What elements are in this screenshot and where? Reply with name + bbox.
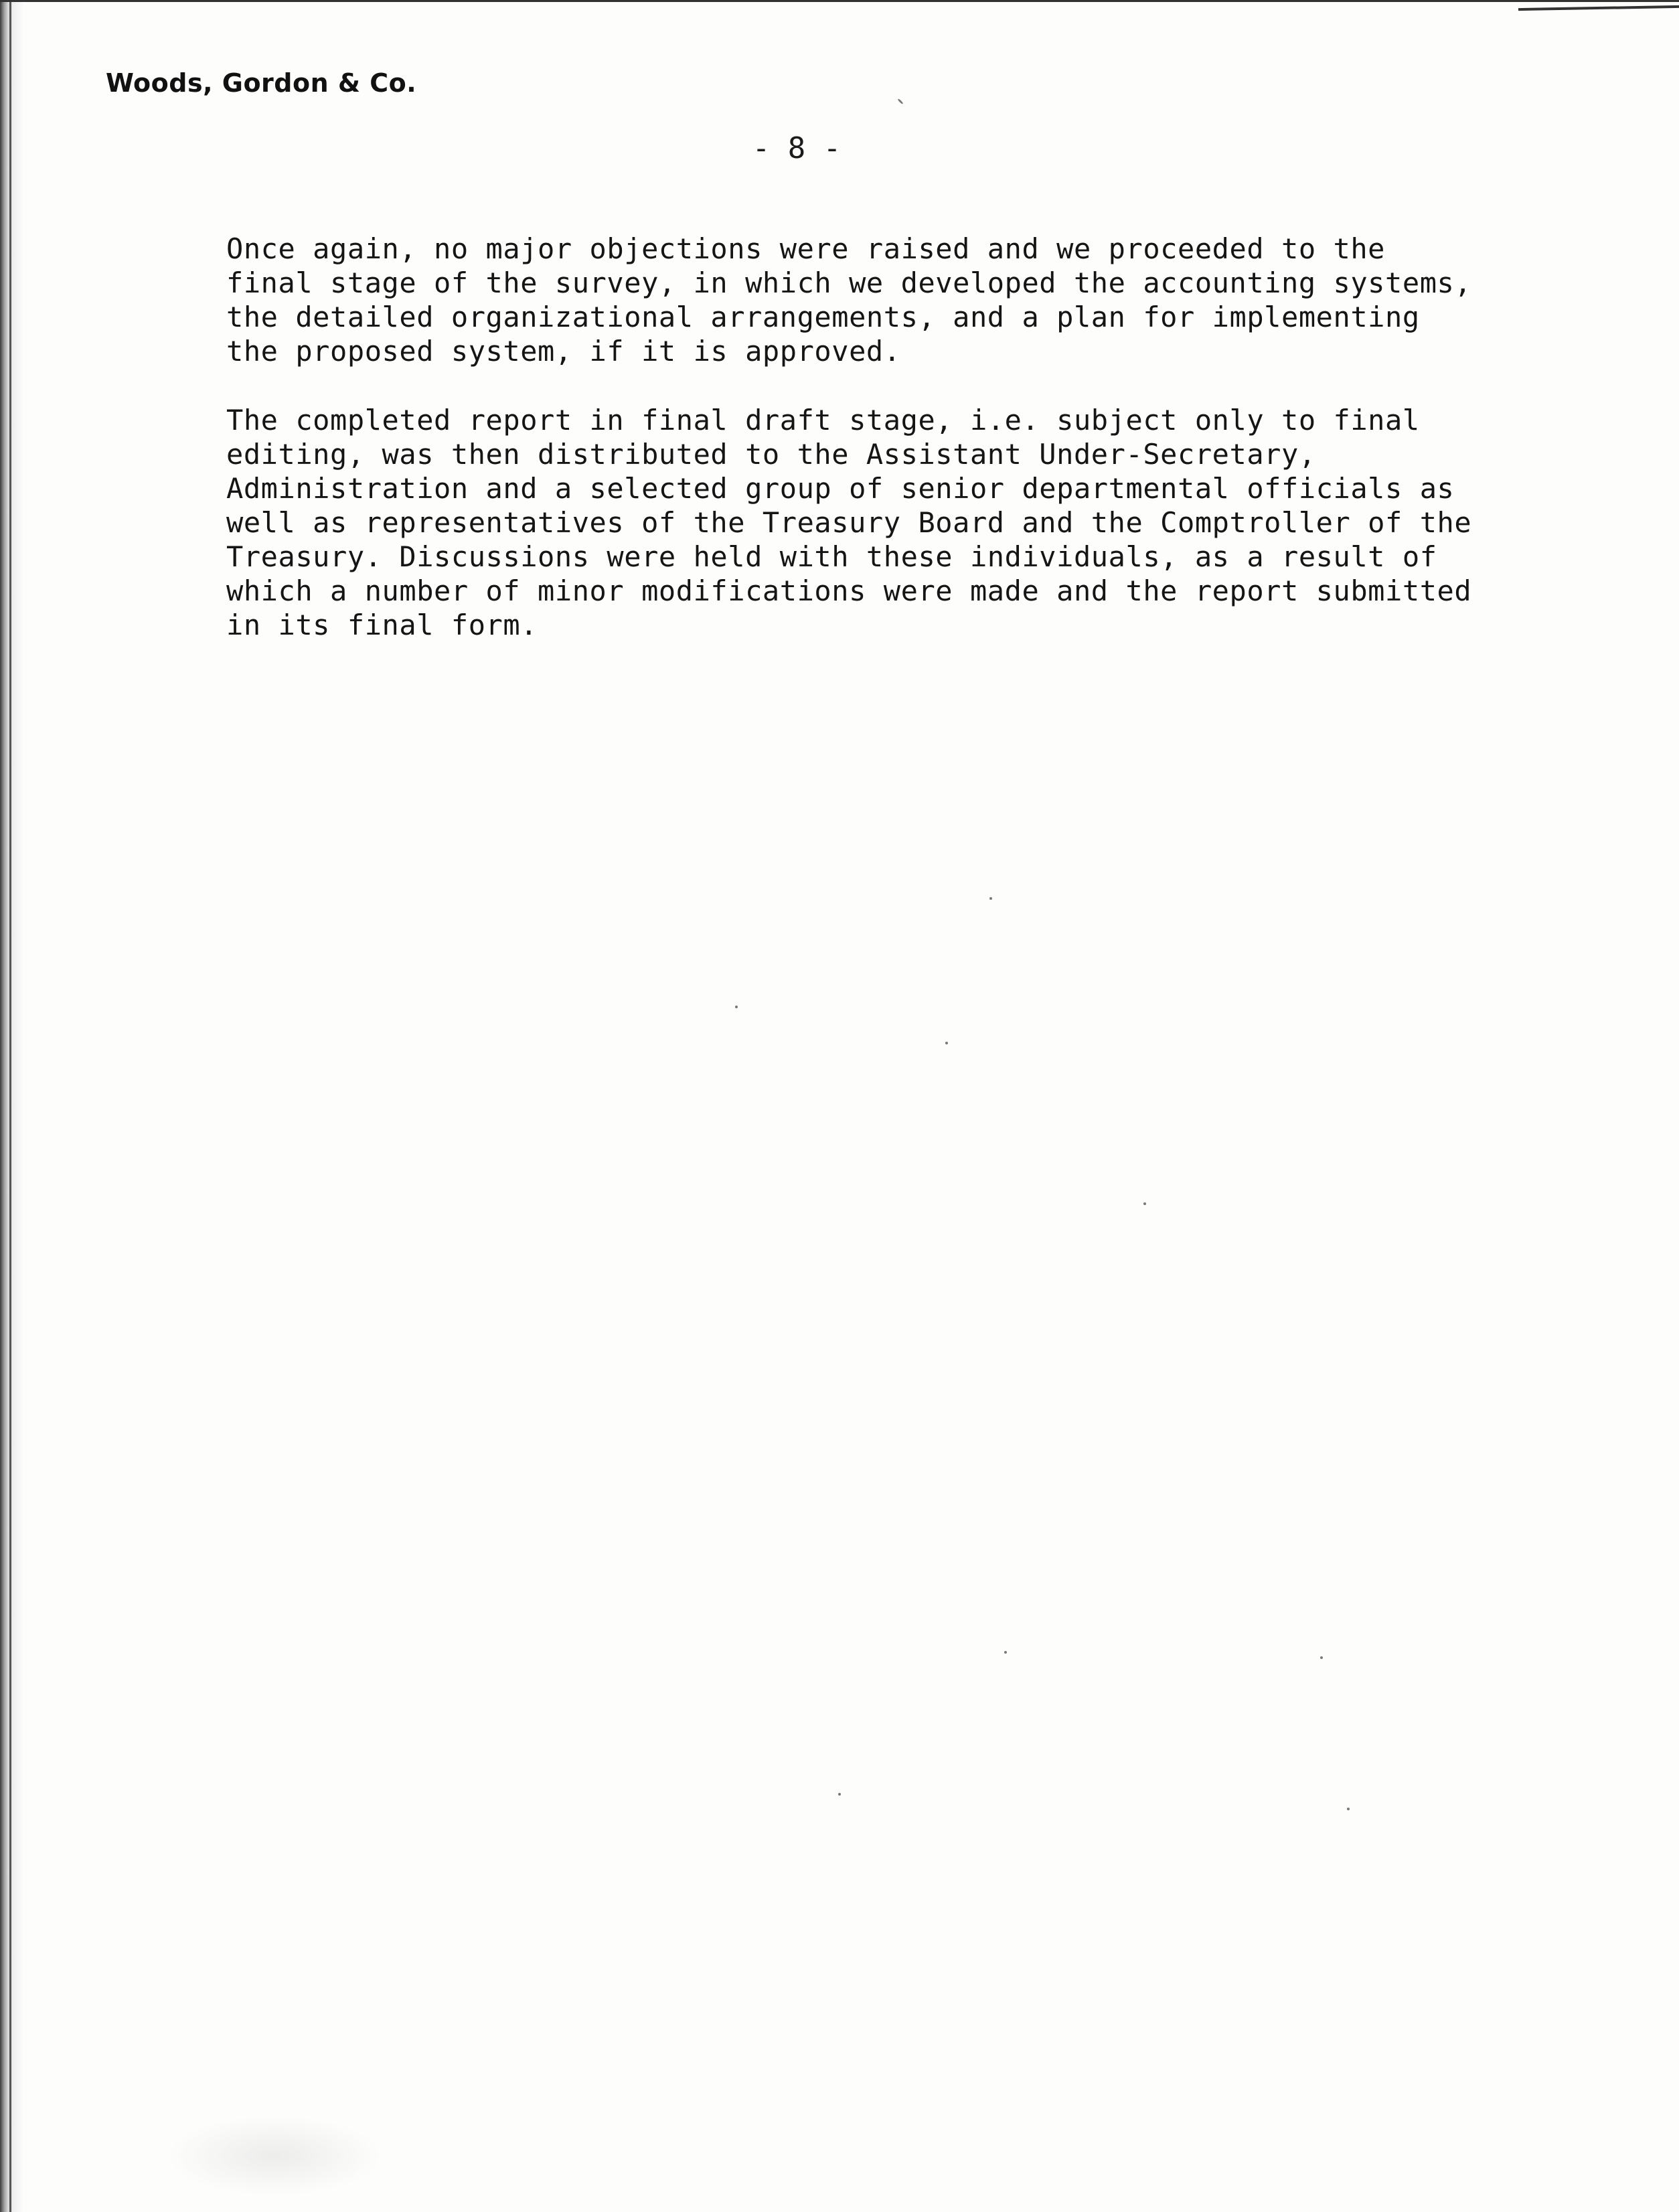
paragraph-line: well as representatives of the Treasury Board and the Comptroller of the (226, 506, 1472, 539)
paragraph-2 (226, 403, 1538, 642)
scan-speck (1143, 1202, 1146, 1205)
paragraph-line: the proposed system, if it is approved. (226, 335, 901, 368)
scan-speck (989, 897, 992, 900)
scan-speck (1320, 1656, 1323, 1659)
paragraph-line: editing, was then distributed to the Assistant Under-Secretary, (226, 438, 1316, 471)
paragraph-line: which a number of minor modifications were made and the report submitted (226, 574, 1472, 607)
scan-speck (897, 98, 903, 104)
scan-speck (1004, 1651, 1007, 1654)
scan-speck (945, 1042, 948, 1044)
paragraph-1 (226, 232, 1538, 368)
scan-speck (838, 1793, 841, 1796)
paragraph-line: in its final form. (226, 609, 538, 641)
paragraph-line: the detailed organizational arrangements, and a plan for implementing (226, 301, 1420, 333)
paragraph-line: The completed report in final draft stage, i.e. subject only to final (226, 404, 1420, 437)
scan-speck (1347, 1808, 1350, 1810)
paragraph-line: Treasury. Discussions were held with these individuals, as a result of (226, 540, 1437, 573)
scan-binding-line (9, 0, 11, 2212)
scan-top-edge (0, 0, 1679, 9)
scan-binding-edge (0, 0, 23, 2212)
scan-speck (735, 1006, 738, 1008)
paragraph-line: final stage of the survey, in which we developed the accounting systems, (226, 266, 1472, 299)
page-number: - 8 - (752, 131, 842, 165)
paragraph-line: Once again, no major objections were raised and we proceeded to the (226, 232, 1386, 265)
paragraph-line: Administration and a selected group of senior departmental officials as (226, 472, 1455, 505)
letterhead: Woods, Gordon & Co. (106, 68, 417, 98)
faded-stamp-mark (167, 2116, 382, 2196)
